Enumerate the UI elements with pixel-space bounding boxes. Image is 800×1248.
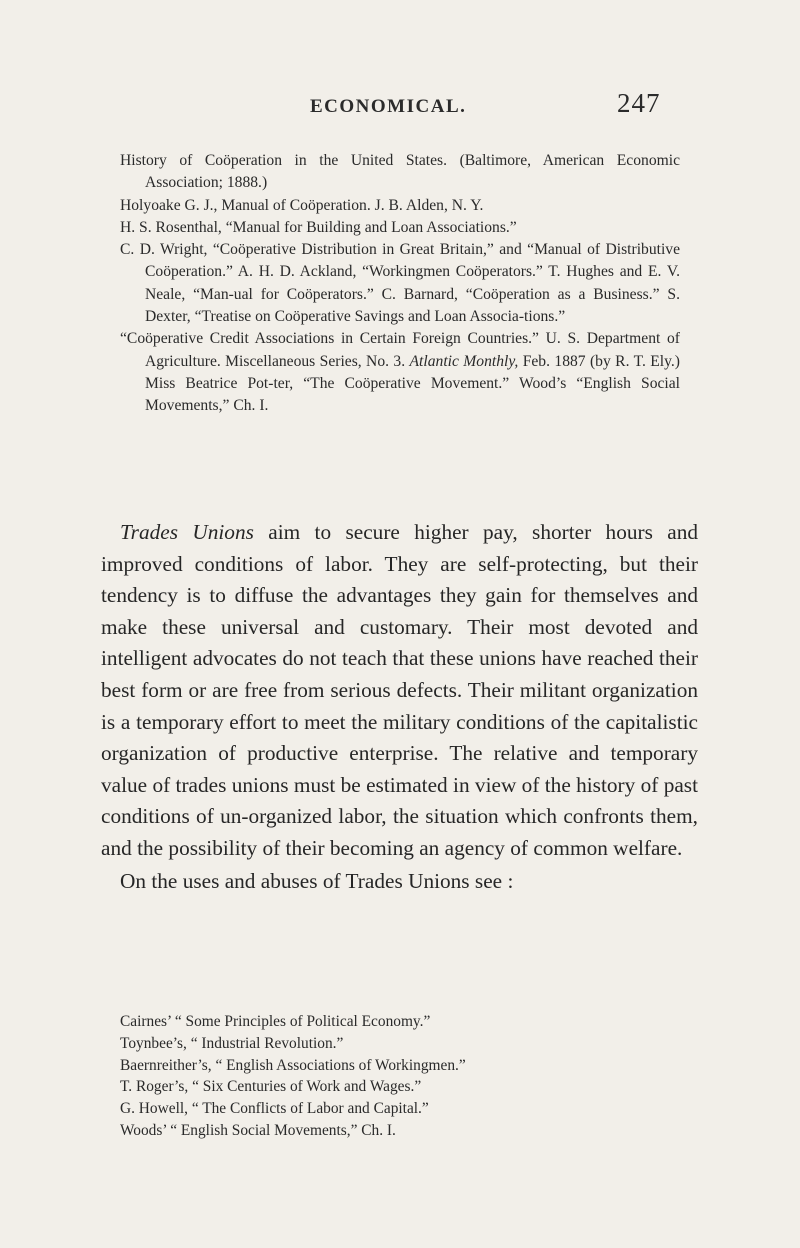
reference-item: Toynbee’s, “ Industrial Revolution.”: [120, 1034, 344, 1052]
bibliography-entry: H. S. Rosenthal, “Manual for Building and Loan Associations.”: [120, 218, 517, 236]
bibliography-entry: [120, 328, 680, 417]
bibliography-entry-text: Feb. 1887 (by R. T. Ely.) Miss Beatrice Pot-ter, “The Coöperative Movement.” Wood’s “English Social Movements,” Ch. I.: [145, 352, 680, 415]
trades-unions-paragraph: [101, 517, 698, 865]
bibliography-entry-text: “Coöperative Credit Associations in Certain Foreign Countries.” U. S. Department of Agriculture. Miscellaneous Series, No. 3.: [120, 330, 680, 370]
bibliography-entry: History of Coöperation in the United States. (Baltimore, American Economic Association; 1888.): [120, 152, 680, 192]
paragraph-text: aim to secure higher pay, shorter hours and improved conditions of labor. They are self-protecting, but their tendency is to diffuse the advantages they gain for themselves and make these universal and customary. Their most devoted and intelligent advocates do not teach that these unions have reached their best form or are free from serious defects. Their militant organization is a temporary effort to meet the military conditions of the capitalistic organization of productive enterprise. The relative and temporary value of trades unions must be estimated in view of the history of past conditions of un-organized labor, the situation which confronts them, and the possibility of their becoming an agency of common welfare.: [101, 520, 698, 860]
bibliography-entry: C. D. Wright, “Coöperative Distribution in Great Britain,” and “Manual of Distributive Coöperation.” A. H. D. Ackland, “Workingmen Coöperators.” T. Hughes and E. V. Neale, “Man-ual for Coöperators.” C. Barnard, “Coöperation as a Business.” S. Dexter, “Treatise on Coöperative Savings and Loan Associa-tions.”: [120, 241, 680, 326]
paragraph-lead: Trades Unions: [120, 520, 254, 544]
page-number: 247: [617, 88, 661, 118]
bibliography-entry: Holyoake G. J., Manual of Coöperation. J. B. Alden, N. Y.: [120, 196, 484, 214]
body-text: [101, 517, 698, 897]
reference-item: Woods’ “ English Social Movements,” Ch. I.: [120, 1121, 396, 1139]
running-head-title: ECONOMICAL.: [310, 96, 467, 117]
reference-list: [120, 1011, 680, 1142]
see-also-line: On the uses and abuses of Trades Unions see :: [120, 868, 514, 893]
journal-title: Atlantic Monthly,: [409, 352, 519, 370]
reference-item: G. Howell, “ The Conflicts of Labor and Capital.”: [120, 1100, 429, 1118]
reference-item: T. Roger’s, “ Six Centuries of Work and Wages.”: [120, 1078, 422, 1096]
reference-item: Baernreither’s, “ English Associations of Workingmen.”: [120, 1056, 466, 1074]
bibliography-list: [120, 150, 680, 418]
reference-item: Cairnes’ “ Some Principles of Political Economy.”: [120, 1013, 431, 1030]
running-head: [0, 88, 800, 128]
